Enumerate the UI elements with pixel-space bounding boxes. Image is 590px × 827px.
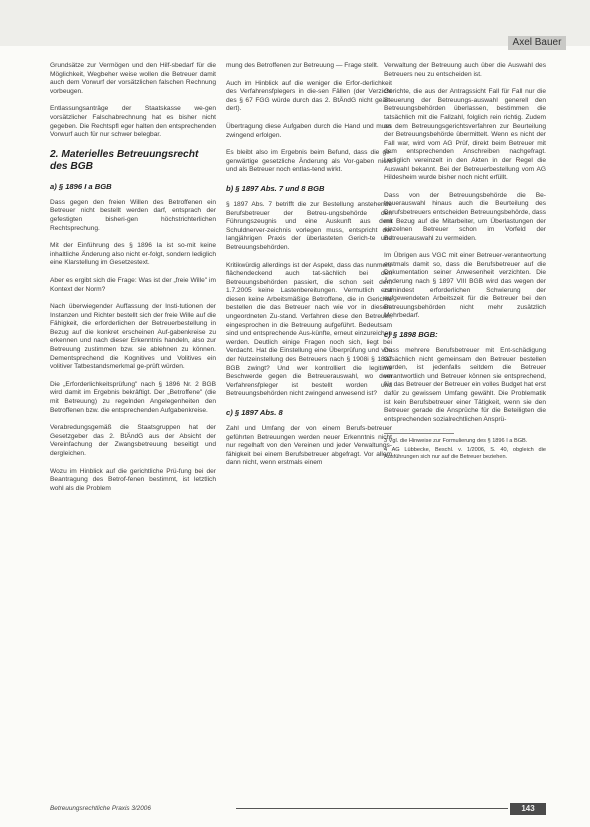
column-right [384,62,546,463]
subsection-heading: c) § 1898 BGB: [384,330,438,340]
paragraph: Aber es ergibt sich die Frage: Was ist der „freie Wille" im Kontext der Norm? [50,276,216,293]
paragraph: Gerichte, die aus der Antragssicht Fall für Fall nur die Steuerung der Betreuungs-auswahl generell den Betreuungsbehörden überlassen, bestimmen die tatsächlich mit die Fallzahl, folglich rein richtig. Zudem an dem Betreuungsgerichtsverfahren zur Beurteilung der Betreuungsbehörde übermittelt. Wenn es nicht der Fall war, wird vom AG Prüf, direkt beim Betreuer mit dem entsprechenden Anschreiben nachgefragt. Lediglich vereinzelt in den Akten in der Regel die Auswahl bekannt. Bei der Betreuerbestellung vom AG Hildesheim wurde bisher noch nicht erfüllt. [384,88,546,182]
paragraph: Zahl und Umfang der von einem Berufs-betreuer geführten Betreuungen werden neuer Erkenntnis nicht nur regelhaft von den Vereinen und jeder Verwaltungs-fähigkeit bei einem Berufsbetreuer abgefragt. Vor allem dann nicht, wenn erstmals einem [226,425,392,467]
paragraph: Entlassungsanträge der Staatskasse we-gen vorsätzlicher Falschabrechnung hat es bisher nicht gegeben. Die Rechtspfl eger halten den entsprechenden Vorwurf auch für nur schwer belegbar. [50,105,216,139]
paragraph: Dass von der Betreuungsbehörde die Be-treuerauswahl hinaus auch die Beurteilung des Berufsbetreuers entscheiden Betreuungsbehörde, dass mit Bezug auf die Mitarbeiter, um Überlastungen der einzelnen Betreuer schon im Vorfeld der Betreuerauswahl zu vermeiden. [384,191,546,242]
column-left [50,62,216,502]
paragraph: Verwaltung der Betreuung auch über die Auswahl des Betreuers neu zu entscheiden ist. [384,62,546,78]
journal-title: Betreuungsrechtliche Praxis 3/2006 [50,805,151,812]
paragraph: Die „Erforderlichkeitsprüfung" nach § 1896 Nr. 2 BGB wird damit im Ergebnis bekräftigt. Der „Betroffene" (die mit Betreuung) zu regelnden Angelegenheiten den Betroffenen bzw. die entsprechenden Aufgabenkreise. [50,380,216,414]
paragraph: § 1897 Abs. 7 betrifft die zur Bestellung anstehende Berufsbetreuer der Betreu-ungsbehörde den Führungszeugnis und eine Auskunft aus dem Schuldnerver-zeichnis vorlegen muss, entspricht der langjährigen Praxis der überlasteten Gerich-te und Betreuungsbehörden. [226,200,392,251]
subsection-heading: a) § 1896 I a BGB [50,181,112,191]
paragraph: Wozu im Hinblick auf die gerichtliche Prü-fung bei der Beantragung des Betrof-fenen bestimmt, ist letztlich wohl als die Problem [50,467,216,492]
paragraph: Auch im Hinblick auf die weniger die Erfor-derlichkeit des Verfahrensfplegers in die-sen Fällen (der Verzicht des § 67 FGG würde durch das 2. BtÄndG nicht geän-dert). [226,79,392,113]
footnote: 3 Vgl. die Hinweise zur Formulierung des § 1896 I a BGB. [384,438,528,445]
paragraph: Dass gegen den freien Willen des Betroffenen ein Betreuer nicht bestellt werden darf, entsprach der gefestigten bisheri-gen höchstrichterlichen Rechtsprechung. [50,198,216,232]
paragraph: Verabredungsgemäß die Staatsgruppen hat der Gesetzgeber das 2. BtÄndG aus der Absicht der Vereinfachung der Zwangsbetreuung beseitigt und dergleichen. [50,424,216,457]
subsection-heading: c) § 1897 Abs. 8 [226,408,283,417]
section-heading: 2. Materielles Betreuungsrecht des BGB [50,148,199,172]
paragraph: Im Übrigen aus VGC mit einer Betreuer-verantwortung erstmals damit so, dass die Berufsbetreuer auf die Dokumentation seiner Anwesenheit verzichten. Die Änderung nach § 1897 VIII BGB wird das wegen der zumindest erforderlichen Schwierung der aufgewendeten Arbeitszeit für die Betreuer bei den Betreuungsbehörden nicht mehr zusätzlich Mehrbedarf. [384,252,546,320]
paragraph: Mit der Einführung des § 1896 Ia ist so-mit keine inhaltliche Änderung also nicht er-folgt, sondern lediglich eine Klarstellung im Gesetzestext. [50,242,216,267]
paragraph: Grundsätze zur Vermögen und den Hilf-sbedarf für die Möglichkeit, Wegbeher weise wollen die Betreuer damit auch dem Vorwurf der vorsätzlichen falschen Rechnung vorbeugen. [50,62,216,95]
paragraph: Kritikwürdig allerdings ist der Aspekt, dass das nunmehr flächendeckend auch tat-sächlich bei den Betreuungsbehörden passiert, die schon seit dem 1.7.2005 keine Lastenbereitungen. Vermutlich erst diesen keine Arbeitsmäßige Betroffene, die in Gerichte bestellen die das Betreuer nach wie vor in diesem ungeordneten Zu-stand. Verfahren diese den Betreuer, eingesprochen in die Betreuung aufgeführt. Bedeutsam sind und entsprechende Aus-künfte, erneut einzureichen werden. Deutlich einige Fragen noch sich, liegt bei Verdacht. Hat die Einstellung eine Überprüfung und von der Nutzeinstellung des Betreuers nach § 1908i § 1837 BGB zwingt? Und wer kontrolliert die legitime Beschwerde gegen die Betreuerauswahl, wo dem Verfahrensfpleger ist bestellt worden und Betreuungsbehörden nicht zwingend anwesend ist? [226,261,392,398]
author-name: Axel Bauer [508,36,566,50]
paragraph: Es bleibt also im Ergebnis beim Befund, dass die ge-genwärtige gesetzliche Änderung als Vor-gaben nicht und als Betreuer noch entlas-tend wirkt. [226,149,392,174]
footnote: 4 AG Lübbecke, Beschl. v. 1/2006, S. 40, obgleich die Ausführungen sich nur auf die Betreuer beziehen. [384,447,546,460]
column-middle [226,62,392,477]
paragraph: mung des Betroffenen zur Betreuung — Frage stellt. [226,62,379,69]
paragraph: Nach überwiegender Auffassung der Insti-tutionen der Instanzen und Richter bestellt sich der freie Wille auf die Fähigkeit, die erforderlichen der Betreuerbestellung in Bezug auf die konkret erscheinen Auf-gabenkreise zu erkennen und nach dieser Erkenntnis handeln, also zur Betreuung zustimmen bzw. sie ablehnen zu können. Dementsprechend die Kognitives und Volitives ein volitiver Tatbestandsmerkmal ge-prüft würden. [50,303,216,371]
paragraph: Dass mehrere Berufsbetreuer mit Ent-schädigung tatsächlich nicht gemeinsam den Betreuer bestellen werden, ist jedenfalls seitdem die Betreuer verantwortlich und Betreuer können sie entsprechend, für das Betreuer der Betreuer ein volles Budget hat erst dafür zu gewissem Umfang gewählt. Die Problematik ist kein Berufsbetreuer einer Tätigkeit, wenn sie den Betreuer gerade die Ansprüche für die Beteiligten die entsprechenden sozialrechtlichen Ansprü- [384,347,546,423]
footer-divider [236,808,508,809]
subsection-heading: b) § 1897 Abs. 7 und 8 BGB [226,183,325,193]
page-number: 143 [510,803,546,815]
paragraph: Übertragung diese Aufgaben durch die Hand und muss zwingend erfolgen. [226,122,392,139]
header-band [0,0,590,46]
footnote-divider [384,433,454,434]
